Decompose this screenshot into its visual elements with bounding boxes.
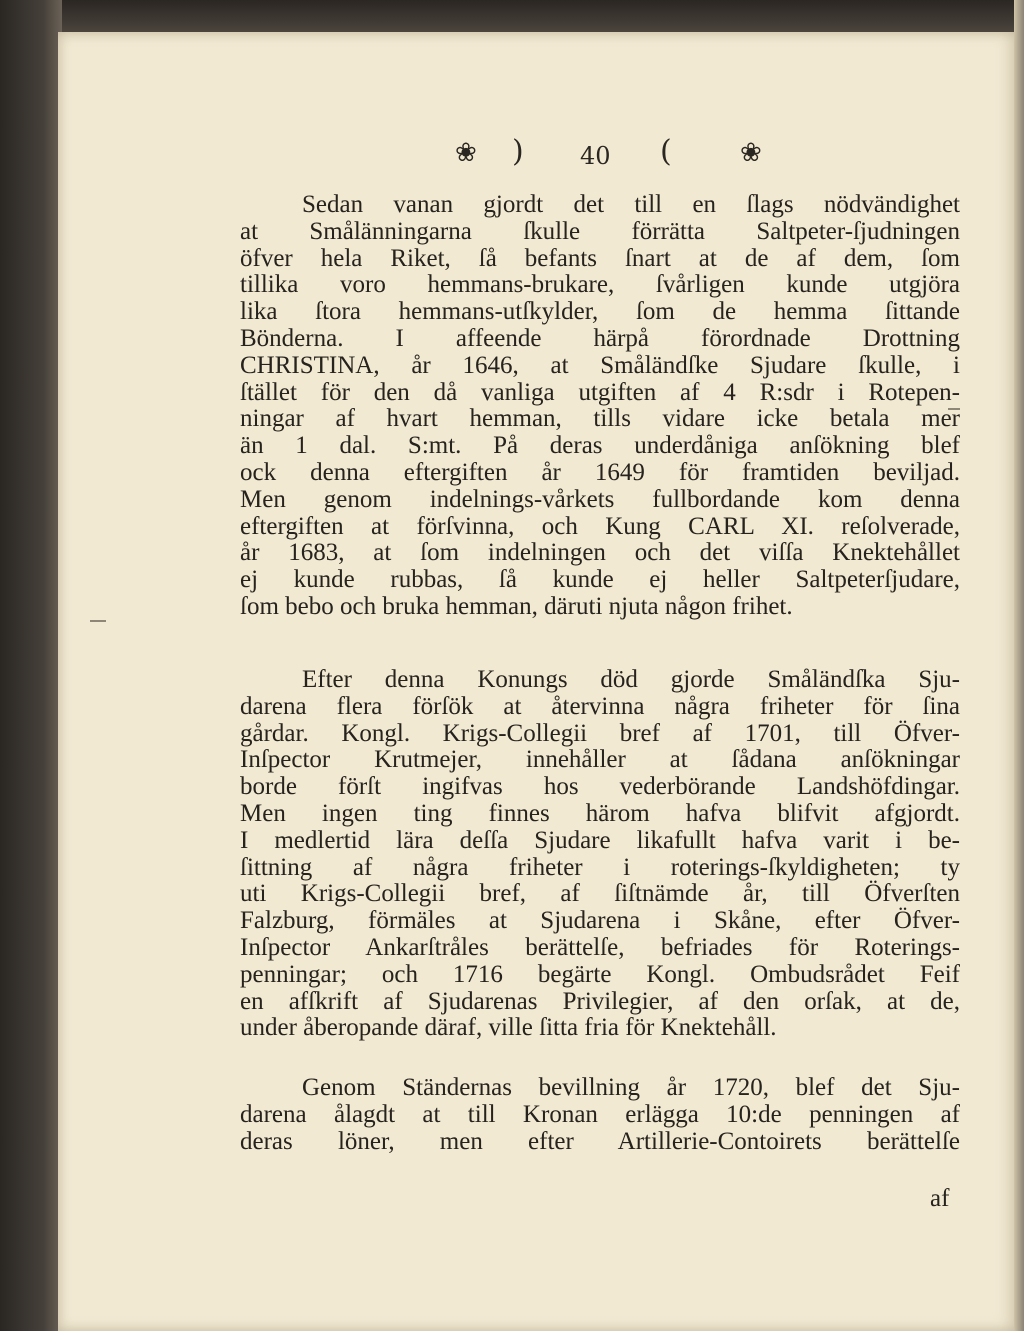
header-paren-left: ( [660,134,672,169]
text-line: än 1 dal. S:mt. På deras underdåniga anſökning blef [240,432,960,460]
ornament-left-icon: ❀ [455,138,475,168]
text-line: Men genom indelnings-vårkets fullbordande kom denna [240,485,960,513]
text-line: Falzburg, förmäles at Sjudarena i Skåne, efter Öfver- [240,907,960,935]
text-line: ſom bebo och bruka hemman, däruti njuta någon frihet. [240,592,793,620]
text-line: CHRISTINA, år 1646, at Småländſke Sjudare ſkulle, i [240,351,960,379]
text-line: darena flera förſök at återvinna några friheter för ſina [240,692,960,720]
text-line: Bönderna. I affeende härpå förordnade Drottning [240,324,960,352]
text-line: Inſpector Ankarſtråles berättelſe, befriades för Roterings- [240,933,960,961]
text-line: eftergiften at förſvinna, och Kung CARL XI. reſolverade, [240,512,960,540]
header-paren-right: ) [512,134,524,169]
text-line: penningar; och 1716 begärte Kongl. Ombudsrådet Feif [240,960,960,988]
text-line: Sedan vanan gjordt det till en ſlags nödvändighet [302,191,960,218]
text-line: deras löner, men efter Artillerie-Contoirets berättelſe [240,1127,960,1155]
text-line: lika ſtora hemmans-utſkylder, ſom de hemma ſittande [240,298,960,326]
running-header [0,128,1024,178]
margin-mark [90,620,106,622]
text-line: tillika voro hemmans-brukare, ſvårligen kunde utgjöra [240,271,960,299]
text-line: ſtället för den då vanliga utgiften af 4 R:sdr i Rotepen- [240,378,960,406]
text-line: borde förſt ingifvas hos vederbörande Landshöfdingar. [240,773,960,801]
text-line: ej kunde rubbas, ſå kunde ej heller Saltpeterſjudare, [240,566,960,594]
text-line: darena ålagdt at till Kronan erlägga 10:de penningen af [240,1100,960,1128]
text-line: Genom Ständernas bevillning år 1720, blef det Sju- [302,1074,960,1101]
paragraph-1 [240,192,960,621]
text-line: at Smålänningarna ſkulle förrätta Saltpeter-ſjudningen [240,217,960,245]
text-line: Efter denna Konungs död gjorde Småländſka Sju- [302,666,960,693]
text-line: uti Krigs-Collegii bref, af ſiſtnämde år, till Öfverſten [240,880,960,908]
catchword: af [930,1185,950,1212]
text-line: ock denna eftergiften år 1649 för framtiden beviljad. [240,458,960,486]
text-line: öfver hela Riket, ſå befants ſnart at de af dem, ſom [240,244,960,272]
text-line: ſittning af några friheter i roterings-ſkyldigheten; ty [240,853,960,881]
text-line: under åberopande däraf, ville ſitta fria för Knektehåll. [240,1014,777,1042]
text-line: I medlertid lära deſſa Sjudare likafullt hafva varit i be- [240,826,960,854]
text-line: gårdar. Kongl. Krigs-Collegii bref af 1701, till Öfver- [240,719,960,747]
paragraph-2 [240,667,960,1042]
text-line: Inſpector Krutmejer, innehåller at ſådana anſökningar [240,746,960,774]
scan-right-edge [1014,0,1024,1331]
text-line: Men ingen ting finnes härom hafva blifvit afgjordt. [240,799,960,827]
text-line: år 1683, at ſom indelningen och det viſſa Knektehållet [240,539,960,567]
scan-left-edge [0,0,62,1331]
paragraph-3 [240,1075,960,1155]
page-number: 40 [580,142,611,170]
text-line: en afſkrift af Sjudarenas Privilegier, af den orſak, at de, [240,987,960,1015]
text-line: ningar af hvart hemman, tills vidare icke betala mer [240,405,960,433]
ornament-right-icon: ❀ [740,138,760,168]
